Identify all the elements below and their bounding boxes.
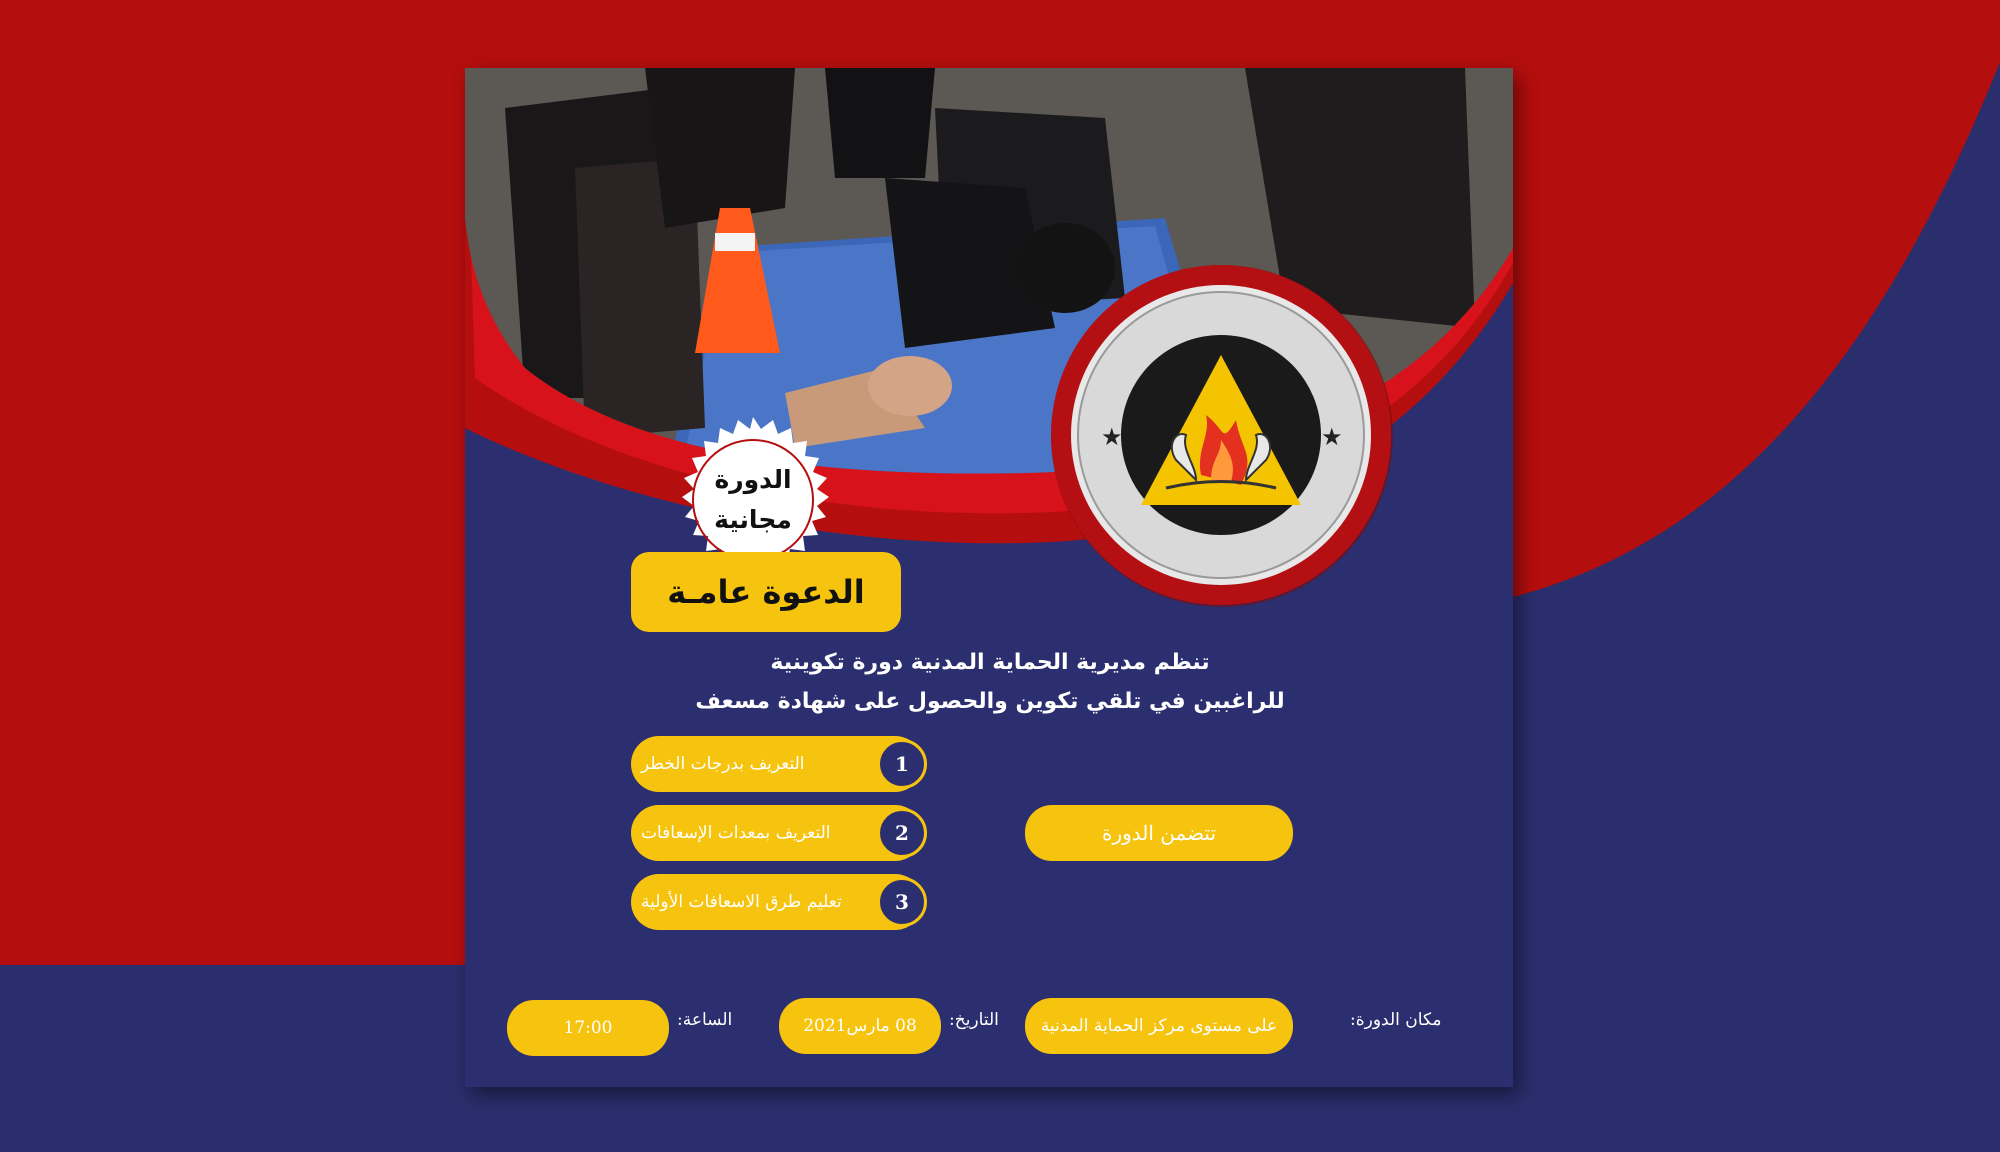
course-item-number: 2 [877,808,927,858]
intro-text [525,643,1455,721]
date-label: التاريخ: [949,1010,999,1030]
badge-line-2: مجانية [714,505,792,534]
venue-value: على مستوى مركز الحماية المدنية [1025,998,1293,1054]
public-invitation-label: الدعوة عامـة [631,552,901,632]
course-item-label: تعليم طرق الاسعافات الأولية [641,892,842,912]
poster [465,68,1513,1087]
svg-text:★: ★ [1321,423,1343,451]
course-item-1 [631,736,923,792]
time-label: الساعة: [677,1010,733,1030]
course-item-label: التعريف بدرجات الخطر [641,754,805,774]
badge-label [668,460,838,540]
course-item-2 [631,805,923,861]
course-item-number: 1 [877,739,927,789]
badge-line-1: الدورة [714,465,792,494]
intro-line-2: للراغبين في تلقي تكوين والحصول على شهادة مسعف [695,689,1285,714]
intro-line-1: تنظم مديرية الحماية المدنية دورة تكوينية [770,650,1210,675]
date-value: 08 مارس2021 [779,998,941,1054]
venue-label: مكان الدورة: [1350,1010,1442,1030]
course-item-label: التعريف بمعدات الإسعافات [641,823,831,843]
svg-text:★: ★ [1101,423,1123,451]
protection-civile-logo [1046,260,1396,610]
course-item-number: 3 [877,877,927,927]
time-value: 17:00 [507,1000,669,1056]
course-includes-label: تتضمن الدورة [1025,805,1293,861]
course-item-3 [631,874,923,930]
